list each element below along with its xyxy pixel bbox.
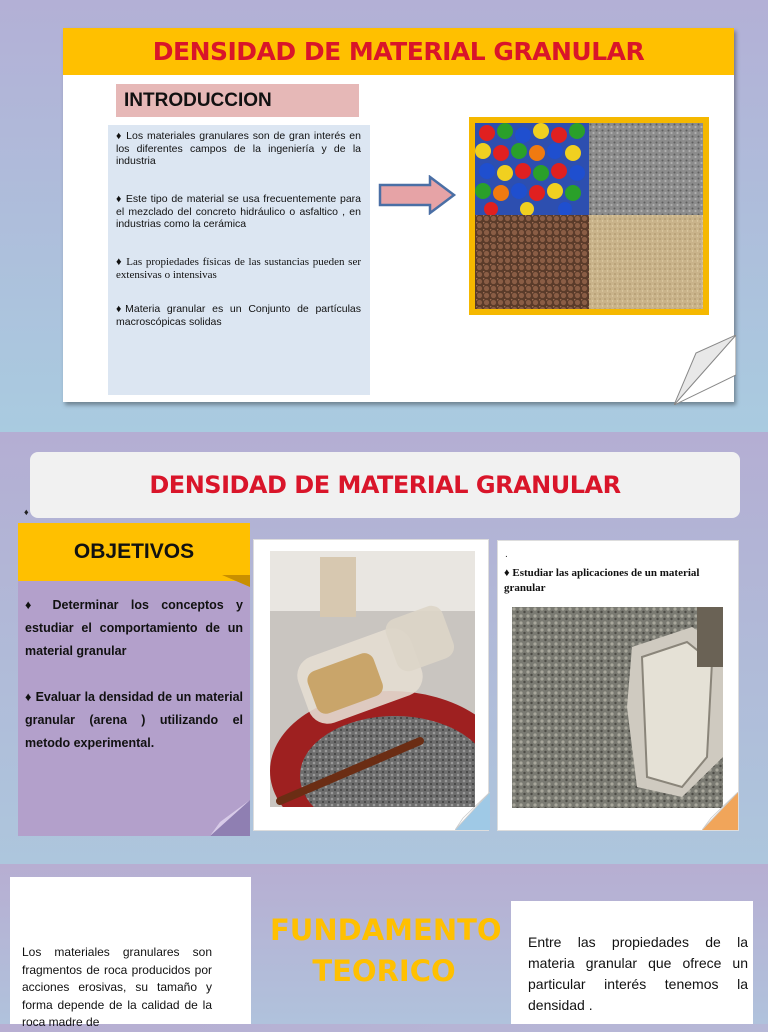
- fundamento-teorico-title: [270, 910, 502, 992]
- stray-bullet: ♦: [24, 507, 29, 517]
- page-curl-decoration: [674, 335, 736, 405]
- intro-bullet-4: ♦Materia granular es un Conjunto de partículas macroscópicas solidas: [116, 303, 361, 328]
- property-text: Entre las propiedades de la materia granular que ofrece un particular interés tenemos la densidad .: [528, 934, 748, 1013]
- intro-bullet-3: ♦ Las propiedades físicas de las sustancias pueden ser extensivas o intensivas: [116, 256, 361, 281]
- lab-equipment-photo: [270, 551, 475, 807]
- objetivos-fold-icon: [222, 575, 250, 587]
- objetivos-curl-icon: [210, 800, 250, 836]
- intro-bullet-1: ♦ Los materiales granulares son de gran interés en los diferentes campos de la ingeniería y de la industria: [116, 130, 361, 167]
- slide-2-title: DENSIDAD DE MATERIAL GRANULAR: [149, 471, 621, 499]
- slide-2-title-bar: [30, 452, 740, 518]
- applications-dot: .: [505, 549, 508, 560]
- granular-materials-collage: [469, 117, 709, 315]
- objetivos-label: OBJETIVOS: [18, 523, 250, 581]
- slide-1-title-bar: [63, 28, 734, 75]
- right-arrow-icon: [378, 175, 458, 215]
- objective-1: ♦ Determinar los conceptos y estudiar el comportamiento de un material granular: [25, 598, 243, 658]
- teorico-line: TEORICO: [312, 954, 456, 988]
- introduccion-label: INTRODUCCION: [116, 84, 359, 117]
- intro-bullet-2: ♦ Este tipo de material se usa frecuentemente para el mezclado del concreto hidráulico o asfaltico , en industrias como la cerámica: [116, 193, 361, 230]
- gravel-excavator-photo: [512, 607, 723, 808]
- objective-2: ♦ Evaluar la densidad de un material granular (arena ) utilizando el metodo experimental.: [25, 690, 243, 750]
- definition-text: Los materiales granulares son fragmentos de roca producidos por acciones erosivas, su tamaño y forma depende de la calidad de la roca madre de: [22, 945, 212, 1029]
- applications-card-curl-icon: [702, 792, 738, 830]
- applications-text: ♦ Estudiar las aplicaciones de un material granular: [504, 567, 700, 594]
- slide-1-title: DENSIDAD DE MATERIAL GRANULAR: [152, 37, 645, 66]
- fundamento-line: FUNDAMENTO: [270, 913, 502, 947]
